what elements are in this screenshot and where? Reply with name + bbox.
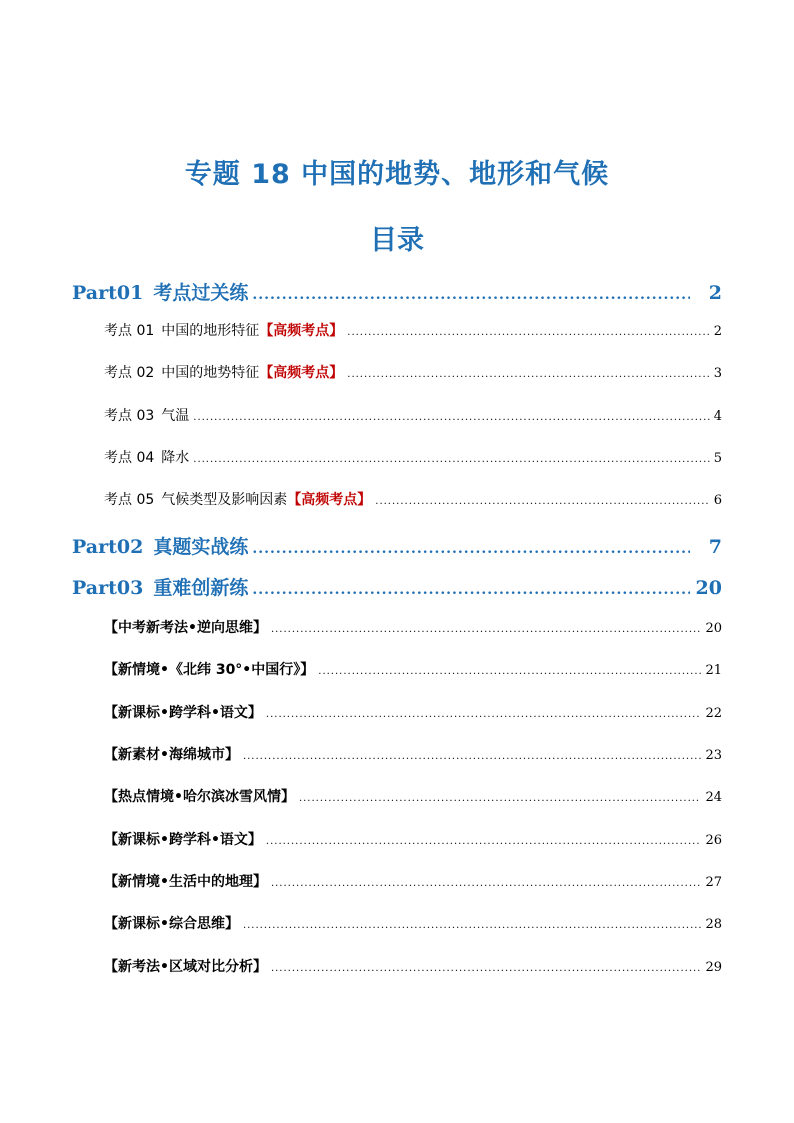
page-number: 20: [705, 621, 722, 636]
leader-dots: [252, 582, 690, 598]
toc-innovation-05[interactable]: [104, 786, 722, 806]
part-label: 重难创新练: [153, 577, 249, 599]
leader-dots: [252, 287, 690, 303]
frequency-tag: 【高频考点】: [259, 365, 344, 381]
page-number: 5: [713, 451, 722, 466]
page-number: 6: [713, 493, 722, 508]
innovation-label: 【新情境•《北纬 30°•中国行》】: [104, 662, 315, 678]
page-number: 28: [705, 917, 722, 932]
innovation-label: 【新课标•跨学科•语文】: [104, 705, 262, 721]
innovation-label: 【新考法•区域对比分析】: [104, 959, 267, 975]
innovation-label: 【热点情境•哈尔滨冰雪风情】: [104, 789, 295, 805]
page-number: 23: [705, 748, 722, 763]
point-code: 考点 05: [104, 492, 155, 508]
toc-innovation-07[interactable]: [104, 871, 722, 891]
innovation-label: 【中考新考法•逆向思维】: [104, 620, 267, 636]
point-label: 气温: [161, 408, 190, 424]
leader-dots: [347, 369, 709, 380]
part-number: Part03: [72, 577, 144, 599]
frequency-tag: 【高频考点】: [259, 323, 344, 339]
toc-innovation-09[interactable]: [104, 956, 722, 976]
page-number: 20: [695, 577, 722, 599]
innovation-label: 【新课标•综合思维】: [104, 916, 239, 932]
point-label: 中国的地势特征: [161, 365, 260, 381]
page-number: 22: [705, 706, 722, 721]
page-number: 4: [713, 409, 722, 424]
toc-point-01[interactable]: [104, 320, 722, 340]
toc-point-03[interactable]: [104, 405, 722, 425]
toc-point-05[interactable]: [104, 489, 722, 509]
point-code: 考点 03: [104, 408, 155, 424]
toc-innovation-02[interactable]: [104, 659, 722, 679]
toc-innovation-04[interactable]: [104, 744, 722, 764]
part-number: Part01: [72, 282, 144, 304]
part-number: Part02: [72, 536, 144, 558]
leader-dots: [271, 624, 702, 635]
page-number: 26: [705, 833, 722, 848]
document-title: 专题 18 中国的地势、地形和气候: [184, 159, 610, 190]
toc-innovation-01[interactable]: [104, 617, 722, 637]
leader-dots: [318, 666, 701, 677]
toc-innovation-06[interactable]: [104, 829, 722, 849]
toc-heading: 目录: [370, 225, 424, 256]
page-number: 29: [705, 960, 722, 975]
leader-dots: [271, 878, 702, 889]
point-code: 考点 04: [104, 450, 155, 466]
leader-dots: [347, 327, 709, 338]
page-number: 21: [705, 663, 722, 678]
point-label: 降水: [161, 450, 190, 466]
page-number: 27: [705, 875, 722, 890]
point-label: 中国的地形特征: [161, 323, 260, 339]
point-label: 气候类型及影响因素: [161, 492, 288, 508]
toc-innovation-08[interactable]: [104, 913, 722, 933]
toc-innovation-03[interactable]: [104, 702, 722, 722]
leader-dots: [375, 496, 709, 507]
toc-point-04[interactable]: [104, 447, 722, 467]
toc-part-01[interactable]: [72, 278, 722, 305]
leader-dots: [252, 541, 690, 557]
part-label: 真题实战练: [153, 536, 249, 558]
point-code: 考点 02: [104, 365, 155, 381]
toc-part-02[interactable]: [72, 532, 722, 559]
leader-dots: [193, 412, 709, 423]
page-number: 2: [708, 282, 722, 304]
leader-dots: [271, 963, 702, 974]
point-code: 考点 01: [104, 323, 155, 339]
frequency-tag: 【高频考点】: [287, 492, 372, 508]
leader-dots: [266, 709, 702, 720]
innovation-label: 【新课标•跨学科•语文】: [104, 832, 262, 848]
page-number: 3: [713, 366, 722, 381]
innovation-label: 【新情境•生活中的地理】: [104, 874, 267, 890]
innovation-label: 【新素材•海绵城市】: [104, 747, 239, 763]
page-number: 7: [708, 536, 722, 558]
leader-dots: [266, 836, 702, 847]
leader-dots: [299, 793, 702, 804]
leader-dots: [243, 920, 702, 931]
toc-part-03[interactable]: [72, 573, 722, 600]
part-label: 考点过关练: [153, 282, 249, 304]
leader-dots: [193, 454, 709, 465]
page-number: 2: [713, 324, 722, 339]
leader-dots: [243, 751, 702, 762]
page-number: 24: [705, 790, 722, 805]
toc-point-02[interactable]: [104, 362, 722, 382]
